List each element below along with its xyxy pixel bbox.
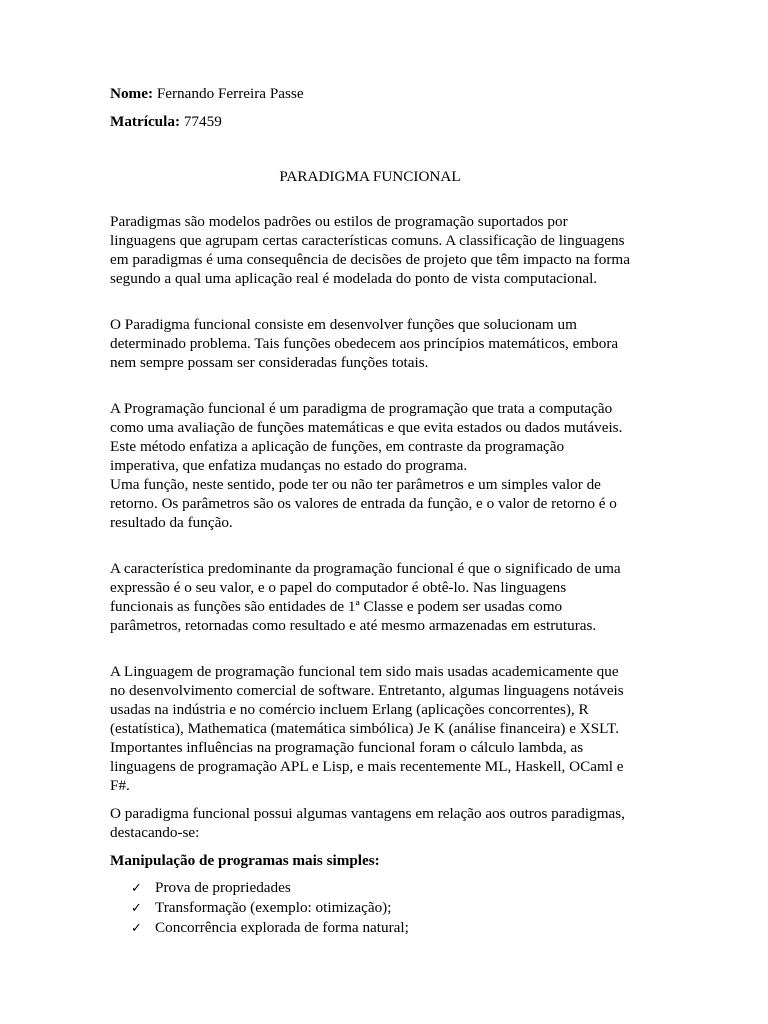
name-label: Nome: — [110, 85, 154, 102]
registration-field — [110, 112, 630, 131]
check-icon: ✓ — [131, 881, 142, 896]
list-item — [110, 898, 630, 918]
paragraph-characteristic — [110, 559, 630, 635]
paragraph-functional-programming — [110, 399, 630, 532]
list-item — [110, 918, 630, 938]
registration-label: Matrícula: — [110, 113, 181, 130]
name-value: Fernando Ferreira Passe — [156, 85, 304, 102]
paragraph-advantages — [110, 804, 630, 842]
advantages-list — [110, 878, 630, 938]
paragraph-languages — [110, 662, 630, 795]
list-item-text: Prova de propriedades — [155, 879, 291, 896]
paragraph-text: O Paradigma funcional consiste em desenvolver funções que solucionam um determinado problema. Tais funções obedecem aos princípios matemáticos, embora nem sempre possam ser consideradas funções totais. — [110, 316, 619, 371]
list-item — [110, 878, 630, 898]
registration-value: 77459 — [183, 113, 222, 130]
list-item-text: Concorrência explorada de forma natural; — [155, 919, 409, 936]
paragraph-text: A Programação funcional é um paradigma de programação que trata a computação como uma avaliação de funções matemáticas e que evita estados ou dados mutáveis. Este método enfatiza a aplicação de funções, em contraste da programação imperativa, que enfatiza mudanças no estado do programa. — [110, 400, 623, 474]
paragraph-text: A Linguagem de programação funcional tem sido mais usadas academicamente que no desenvolvimento comercial de software. Entretanto, algumas linguagens notáveis usadas na indústria e no comércio incluem Erlang (aplicações concorrentes), R (estatística), Mathematica (matemática simbólica) Je K (análise financeira) e XSLT. Importantes influências na programação funcional foram o cálculo lambda, as linguagens de programação APL e Lisp, e mais recentemente ML, Haskell, OCaml e F#. — [110, 663, 624, 794]
paragraph-text: Uma função, neste sentido, pode ter ou não ter parâmetros e um simples valor de retorno. Os parâmetros são os valores de entrada da função, e o valor de retorno é o resultado da função. — [110, 476, 617, 531]
name-field — [110, 84, 630, 103]
paragraph-text: O paradigma funcional possui algumas vantagens em relação aos outros paradigmas, destacando-se: — [110, 805, 625, 841]
check-icon: ✓ — [131, 901, 142, 916]
paragraph-text: A característica predominante da programação funcional é que o significado de uma expressão é o seu valor, e o papel do computador é obtê-lo. Nas linguagens funcionais as funções são entidades de 1ª Classe e podem ser usadas como parâmetros, retornadas como resultado e até mesmo armazenadas em estruturas. — [110, 560, 621, 634]
list-item-text: Transformação (exemplo: otimização); — [155, 899, 392, 916]
document-title: PARADIGMA FUNCIONAL — [279, 168, 461, 185]
section-heading: Manipulação de programas mais simples: — [110, 852, 380, 869]
document-page — [110, 84, 630, 938]
paragraph-text: Paradigmas são modelos padrões ou estilos de programação suportados por linguagens que agrupam certas características comuns. A classificação de linguagens em paradigmas é uma consequência de decisões de projeto que têm impacto na forma segundo a qual uma aplicação real é modelada do ponto de vista computacional. — [110, 213, 630, 287]
check-icon: ✓ — [131, 921, 142, 936]
paragraph-functional-paradigm — [110, 315, 630, 372]
paragraph-definition — [110, 212, 630, 288]
